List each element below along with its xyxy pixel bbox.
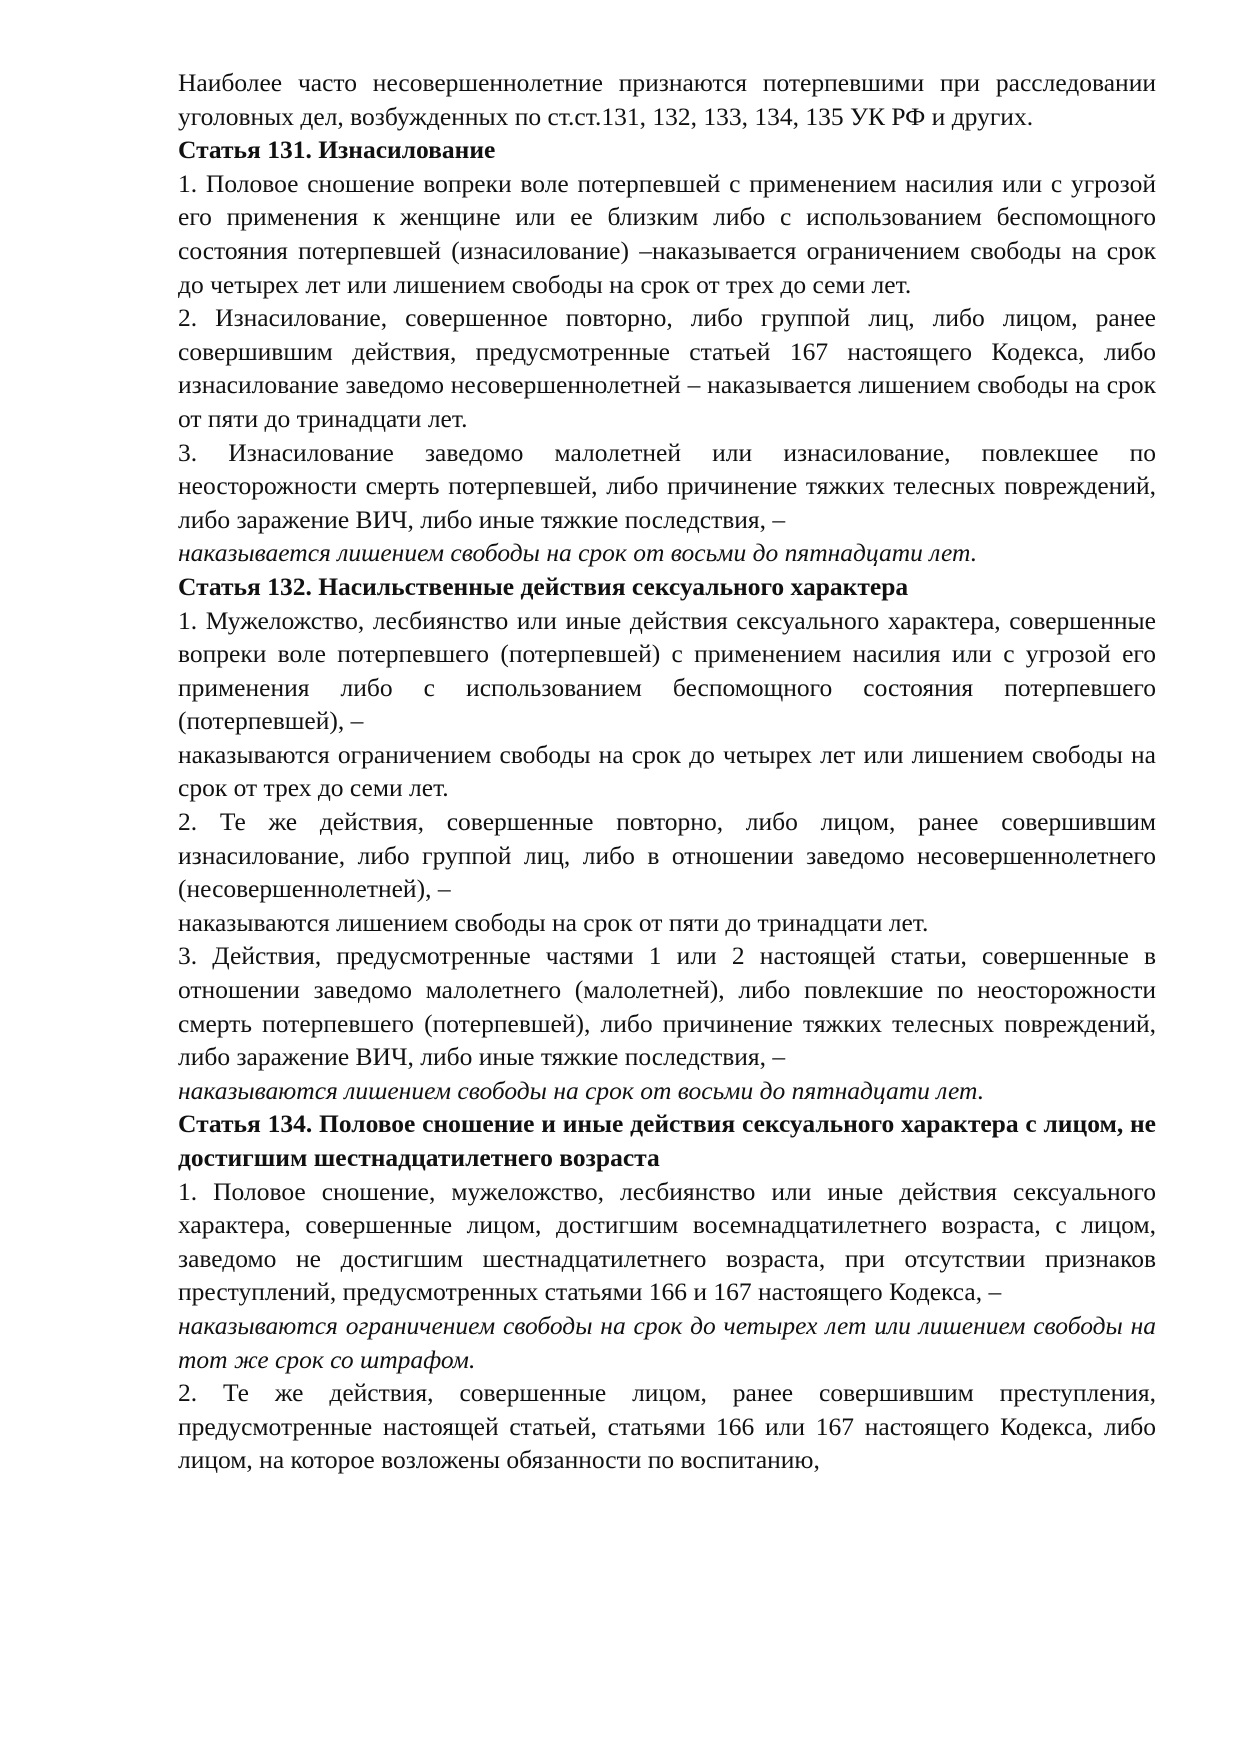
article-131-part-3-penalty: наказывается лишением свободы на срок от восьми до пятнадцати лет. (178, 538, 978, 568)
article-131-part-2: 2. Изнасилование, совершенное повторно, либо группой лиц, либо лицом, ранее совершившим действия, предусмотренные статьей 167 настоящего Кодекса, либо изнасилование заведомо несовершеннолетней – наказывается лишением свободы на срок от пяти до тринадцати лет. (178, 303, 1156, 433)
article-134-part-1-penalty: наказываются ограничением свободы на срок до четырех лет или лишением свободы на тот же срок со штрафом. (178, 1310, 1156, 1374)
article-132-part-3: 3. Действия, предусмотренные частями 1 или 2 настоящей статьи, совершенные в отношении заведомо малолетнего (малолетней), либо повлекшие по неосторожности смерть потерпевшего (потерпевшей), либо причинение тяжких телесных повреждений, либо заражение ВИЧ, либо иные тяжкие последствия, – (178, 941, 1156, 1072)
article-131-part-1: 1. Половое сношение вопреки воле потерпевшей с применением насилия или с угрозой его применения к женщине или ее близким либо с использованием беспомощного состояния потерпевшей (изнасилование) –наказывается ограничением свободы на срок до четырех лет или лишением свободы на срок от трех до семи лет. (178, 168, 1156, 299)
article-132-part-2: 2. Те же действия, совершенные повторно, либо лицом, ранее совершившим изнасилование, либо группой лиц, либо в отношении заведомо несовершеннолетнего (несовершеннолетней), – (178, 807, 1156, 904)
article-134-title: Статья 134. Половое сношение и иные действия сексуального характера с лицом, не достигшим шестнадцатилетнего возраста (178, 1109, 1156, 1172)
document-page (178, 66, 1156, 1477)
article-134-part-1: 1. Половое сношение, мужеложство, лесбиянство или иные действия сексуального характера, совершенные лицом, достигшим восемнадцатилетнего возраста, с лицом, заведомо не достигшим шестнадцатилетнего возраста, при отсутствии признаков преступлений, предусмотренных статьями 166 и 167 настоящего Кодекса, – (178, 1176, 1156, 1307)
article-132-part-1: 1. Мужеложство, лесбиянство или иные действия сексуального характера, совершенные вопреки воле потерпевшего (потерпевшей) с применением насилия или с угрозой его применения либо с использованием беспомощного состояния потерпевшего (потерпевшей), – (178, 605, 1156, 736)
article-134-part-2: 2. Те же действия, совершенные лицом, ранее совершившим преступления, предусмотренные настоящей статьей, статьями 166 или 167 настоящего Кодекса, либо лицом, на которое возложены обязанности по воспитанию, (178, 1378, 1156, 1475)
article-131-part-3: 3. Изнасилование заведомо малолетней или изнасилование, повлекшее по неосторожности смерть потерпевшей, либо причинение тяжких телесных повреждений, либо заражение ВИЧ, либо иные тяжкие последствия, – (178, 437, 1156, 534)
article-132-part-2-penalty: наказываются лишением свободы на срок от пяти до тринадцати лет. (178, 907, 929, 937)
article-132-part-1-penalty: наказываются ограничением свободы на срок до четырех лет или лишением свободы на срок от трех до семи лет. (178, 739, 1156, 803)
article-131-title: Статья 131. Изнасилование (178, 135, 496, 165)
intro-paragraph: Наиболее часто несовершеннолетние признаются потерпевшими при расследовании уголовных дел, возбужденных по ст.ст.131, 132, 133, 134, 135 УК РФ и других. (178, 68, 1156, 131)
article-132-title: Статья 132. Насильственные действия сексуального характера (178, 571, 909, 601)
article-132-part-3-penalty: наказываются лишением свободы на срок от восьми до пятнадцати лет. (178, 1075, 985, 1105)
